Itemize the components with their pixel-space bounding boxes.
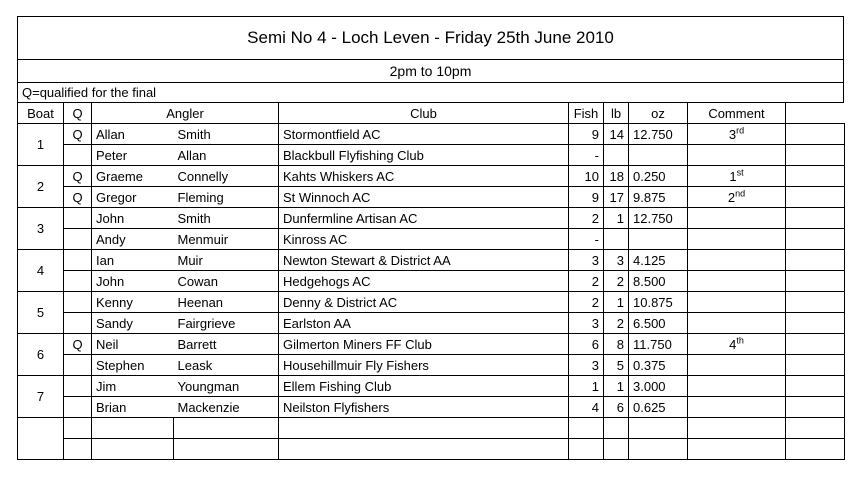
- empty-row: [18, 439, 845, 460]
- club-cell: St Winnoch AC: [279, 187, 569, 208]
- angler-last-name: Fairgrieve: [174, 313, 279, 334]
- lb-cell: [604, 418, 629, 439]
- club-cell: Blackbull Flyfishing Club: [279, 145, 569, 166]
- lb-cell: [604, 145, 629, 166]
- angler-last-name: Youngman: [174, 376, 279, 397]
- angler-last-name: Smith: [174, 124, 279, 145]
- oz-cell: 8.500: [629, 271, 688, 292]
- angler-last-name: Fleming: [174, 187, 279, 208]
- comment-cell: [688, 439, 786, 460]
- table-row: [18, 271, 845, 292]
- qualified-cell: [64, 229, 92, 250]
- table-row: [18, 334, 845, 355]
- qualified-cell: [64, 397, 92, 418]
- oz-cell: 0.250: [629, 166, 688, 187]
- blank-cell: [786, 292, 845, 313]
- angler-last-name: [174, 418, 279, 439]
- comment-cell: [688, 418, 786, 439]
- club-cell: Househillmuir Fly Fishers: [279, 355, 569, 376]
- fish-cell: -: [569, 229, 604, 250]
- club-cell: Newton Stewart & District AA: [279, 250, 569, 271]
- fish-cell: 3: [569, 313, 604, 334]
- angler-first-name: Graeme: [92, 166, 174, 187]
- comment-cell: [688, 208, 786, 229]
- angler-last-name: Menmuir: [174, 229, 279, 250]
- fish-cell: 1: [569, 376, 604, 397]
- fish-cell: 2: [569, 271, 604, 292]
- table-row: [18, 313, 845, 334]
- qualified-cell: [64, 439, 92, 460]
- header-oz: oz: [629, 103, 688, 124]
- club-cell: Kahts Whiskers AC: [279, 166, 569, 187]
- comment-value: 3: [728, 126, 737, 142]
- oz-cell: 11.750: [629, 334, 688, 355]
- angler-first-name: Andy: [92, 229, 174, 250]
- angler-first-name: Jim: [92, 376, 174, 397]
- blank-cell: [786, 313, 845, 334]
- blank-cell: [786, 103, 845, 124]
- comment-cell: [688, 313, 786, 334]
- empty-row: [18, 418, 845, 439]
- fish-cell: 3: [569, 355, 604, 376]
- boat-cell: [18, 418, 64, 460]
- oz-cell: 12.750: [629, 208, 688, 229]
- angler-last-name: Allan: [174, 145, 279, 166]
- blank-cell: [786, 271, 845, 292]
- table-row: [18, 397, 845, 418]
- qualified-cell: Q: [64, 124, 92, 145]
- blank-cell: [786, 187, 845, 208]
- comment-suffix: st: [736, 167, 744, 178]
- lb-cell: 3: [604, 250, 629, 271]
- angler-first-name: Sandy: [92, 313, 174, 334]
- comment-suffix: nd: [735, 188, 746, 199]
- oz-cell: 9.875: [629, 187, 688, 208]
- page-title: Semi No 4 - Loch Leven - Friday 25th June 2010: [17, 16, 844, 60]
- comment-cell: [688, 271, 786, 292]
- lb-cell: 1: [604, 208, 629, 229]
- lb-cell: 5: [604, 355, 629, 376]
- qualified-cell: [64, 418, 92, 439]
- boat-cell: 5: [18, 292, 64, 334]
- fish-cell: 3: [569, 250, 604, 271]
- blank-cell: [786, 229, 845, 250]
- oz-cell: [629, 439, 688, 460]
- qualified-cell: [64, 292, 92, 313]
- blank-cell: [786, 124, 845, 145]
- fish-cell: 6: [569, 334, 604, 355]
- comment-cell: [688, 376, 786, 397]
- time-range: 2pm to 10pm: [17, 60, 844, 83]
- comment-cell: [688, 250, 786, 271]
- blank-cell: [786, 250, 845, 271]
- boat-cell: 6: [18, 334, 64, 376]
- oz-cell: 4.125: [629, 250, 688, 271]
- table-row: [18, 187, 845, 208]
- club-cell: Kinross AC: [279, 229, 569, 250]
- header-q: Q: [64, 103, 92, 124]
- angler-first-name: Brian: [92, 397, 174, 418]
- club-cell: [279, 418, 569, 439]
- blank-cell: [786, 334, 845, 355]
- lb-cell: 2: [604, 271, 629, 292]
- lb-cell: 1: [604, 376, 629, 397]
- header-fish: Fish: [569, 103, 604, 124]
- oz-cell: 12.750: [629, 124, 688, 145]
- comment-cell: [688, 229, 786, 250]
- header-row: [18, 103, 845, 124]
- boat-cell: 7: [18, 376, 64, 418]
- fish-cell: 10: [569, 166, 604, 187]
- comment-suffix: rd: [736, 125, 745, 136]
- angler-first-name: [92, 439, 174, 460]
- table-row: [18, 292, 845, 313]
- lb-cell: 6: [604, 397, 629, 418]
- qualified-cell: [64, 250, 92, 271]
- blank-cell: [786, 355, 845, 376]
- oz-cell: 3.000: [629, 376, 688, 397]
- header-boat: Boat: [18, 103, 64, 124]
- table-row: [18, 355, 845, 376]
- comment-cell: [688, 166, 786, 187]
- fish-cell: [569, 418, 604, 439]
- table-row: [18, 166, 845, 187]
- comment-value: 1: [729, 168, 737, 184]
- angler-last-name: Cowan: [174, 271, 279, 292]
- lb-cell: 1: [604, 292, 629, 313]
- club-cell: Stormontfield AC: [279, 124, 569, 145]
- oz-cell: [629, 145, 688, 166]
- fish-cell: 9: [569, 187, 604, 208]
- blank-cell: [786, 397, 845, 418]
- lb-cell: 18: [604, 166, 629, 187]
- angler-last-name: Smith: [174, 208, 279, 229]
- angler-first-name: Ian: [92, 250, 174, 271]
- qualified-cell: [64, 208, 92, 229]
- club-cell: Gilmerton Miners FF Club: [279, 334, 569, 355]
- comment-cell: [688, 292, 786, 313]
- qualified-cell: [64, 376, 92, 397]
- angler-first-name: Allan: [92, 124, 174, 145]
- angler-first-name: [92, 418, 174, 439]
- results-table: [17, 102, 845, 460]
- fish-cell: 2: [569, 208, 604, 229]
- club-cell: Dunfermline Artisan AC: [279, 208, 569, 229]
- comment-cell: [688, 187, 786, 208]
- header-angler: Angler: [92, 103, 279, 124]
- fish-cell: 9: [569, 124, 604, 145]
- qualified-cell: [64, 145, 92, 166]
- blank-cell: [786, 418, 845, 439]
- comment-cell: [688, 145, 786, 166]
- boat-cell: 1: [18, 124, 64, 166]
- angler-last-name: Barrett: [174, 334, 279, 355]
- boat-cell: 4: [18, 250, 64, 292]
- angler-first-name: Kenny: [92, 292, 174, 313]
- blank-cell: [786, 208, 845, 229]
- angler-last-name: Heenan: [174, 292, 279, 313]
- comment-value: 2: [727, 189, 736, 205]
- header-comment: Comment: [688, 103, 786, 124]
- lb-cell: [604, 439, 629, 460]
- angler-first-name: Gregor: [92, 187, 174, 208]
- blank-cell: [786, 376, 845, 397]
- club-cell: Denny & District AC: [279, 292, 569, 313]
- qualified-cell: Q: [64, 166, 92, 187]
- comment-value: 4: [729, 336, 737, 352]
- club-cell: [279, 439, 569, 460]
- table-row: [18, 376, 845, 397]
- blank-cell: [786, 145, 845, 166]
- angler-last-name: [174, 439, 279, 460]
- oz-cell: 0.625: [629, 397, 688, 418]
- club-cell: Ellem Fishing Club: [279, 376, 569, 397]
- qualified-cell: Q: [64, 187, 92, 208]
- angler-last-name: Muir: [174, 250, 279, 271]
- lb-cell: [604, 229, 629, 250]
- qualified-cell: Q: [64, 334, 92, 355]
- blank-cell: [786, 439, 845, 460]
- table-row: [18, 124, 845, 145]
- comment-cell: [688, 124, 786, 145]
- table-row: [18, 208, 845, 229]
- club-cell: Hedgehogs AC: [279, 271, 569, 292]
- comment-cell: [688, 355, 786, 376]
- angler-first-name: Peter: [92, 145, 174, 166]
- boat-cell: 3: [18, 208, 64, 250]
- oz-cell: [629, 418, 688, 439]
- lb-cell: 17: [604, 187, 629, 208]
- qualified-cell: [64, 271, 92, 292]
- angler-first-name: John: [92, 208, 174, 229]
- angler-last-name: Connelly: [174, 166, 279, 187]
- angler-last-name: Mackenzie: [174, 397, 279, 418]
- boat-cell: 2: [18, 166, 64, 208]
- lb-cell: 8: [604, 334, 629, 355]
- fish-cell: 2: [569, 292, 604, 313]
- fish-cell: -: [569, 145, 604, 166]
- lb-cell: 14: [604, 124, 629, 145]
- oz-cell: [629, 229, 688, 250]
- angler-first-name: Neil: [92, 334, 174, 355]
- oz-cell: 6.500: [629, 313, 688, 334]
- fish-cell: 4: [569, 397, 604, 418]
- oz-cell: 10.875: [629, 292, 688, 313]
- angler-last-name: Leask: [174, 355, 279, 376]
- fish-cell: [569, 439, 604, 460]
- header-club: Club: [279, 103, 569, 124]
- angler-first-name: Stephen: [92, 355, 174, 376]
- blank-cell: [786, 166, 845, 187]
- lb-cell: 2: [604, 313, 629, 334]
- table-row: [18, 250, 845, 271]
- oz-cell: 0.375: [629, 355, 688, 376]
- comment-suffix: th: [736, 335, 744, 346]
- qualification-note: Q=qualified for the final: [17, 83, 844, 103]
- comment-cell: [688, 397, 786, 418]
- table-row: [18, 229, 845, 250]
- club-cell: Neilston Flyfishers: [279, 397, 569, 418]
- angler-first-name: John: [92, 271, 174, 292]
- club-cell: Earlston AA: [279, 313, 569, 334]
- table-row: [18, 145, 845, 166]
- header-lb: lb: [604, 103, 629, 124]
- qualified-cell: [64, 313, 92, 334]
- comment-cell: [688, 334, 786, 355]
- qualified-cell: [64, 355, 92, 376]
